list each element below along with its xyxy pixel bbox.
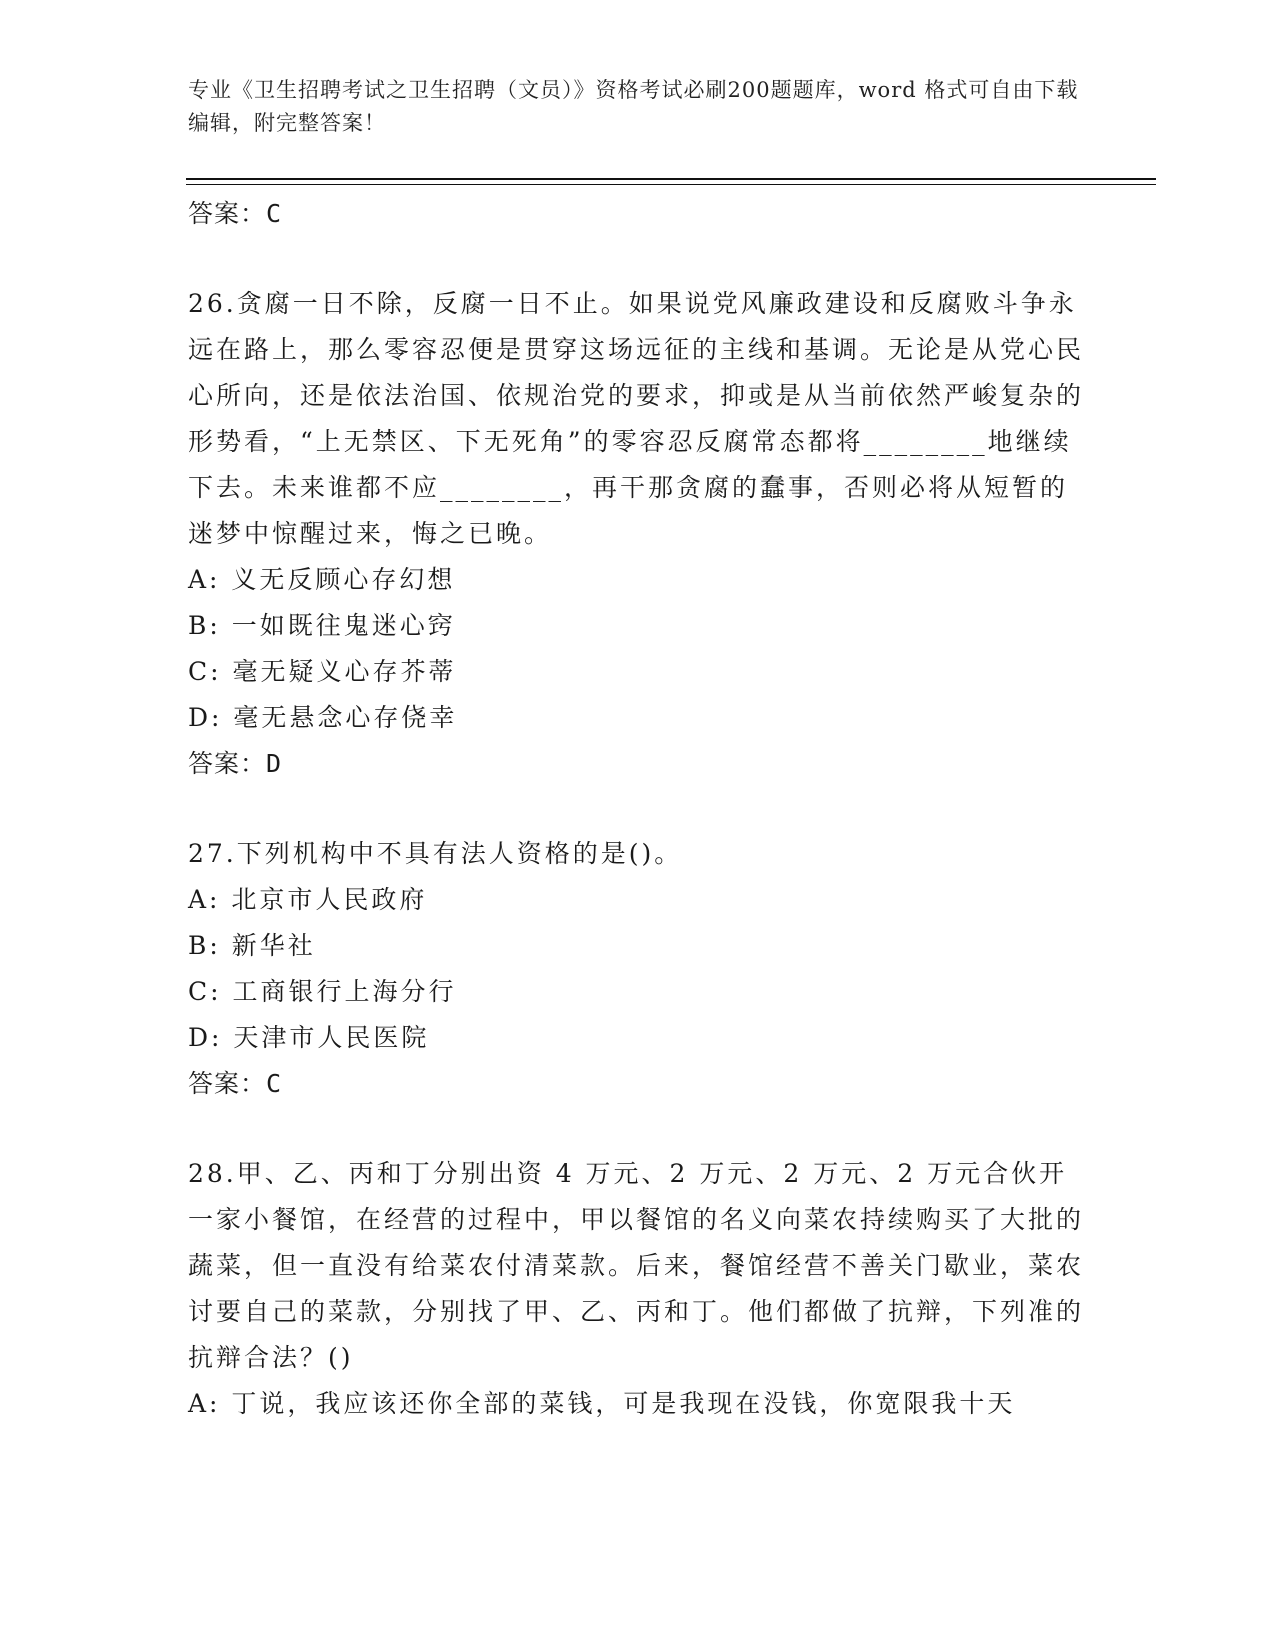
document-header: 专业《卫生招聘考试之卫生招聘（文员）》资格考试必刷200题题库，word 格式可自由下载编辑，附完整答案！ bbox=[188, 78, 1079, 135]
option-a: A: 北京市人民政府 bbox=[188, 885, 428, 914]
option-c: C: 工商银行上海分行 bbox=[188, 977, 457, 1006]
question-stem: 27.下列机构中不具有法人资格的是()。 bbox=[188, 839, 683, 868]
question-27 bbox=[188, 831, 1088, 1107]
option-a: A: 丁说，我应该还你全部的菜钱，可是我现在没钱，你宽限我十天 bbox=[188, 1389, 1016, 1418]
document-body bbox=[188, 191, 1088, 1427]
option-a: A: 义无反顾心存幻想 bbox=[188, 565, 456, 594]
option-d: D: 天津市人民医院 bbox=[188, 1023, 430, 1052]
question-stem: 26.贪腐一日不除，反腐一日不止。如果说党风廉政建设和反腐败斗争永远在路上，那么零容忍便是贯穿这场远征的主线和基调。无论是从党心民心所向，还是依法治国、依规治党的要求，抑或是从当前依然严峻复杂的形势看，“上无禁区、下无死角”的零容忍反腐常态都将________地继续下去。未来谁都不应________，再干那贪腐的蠢事，否则必将从短暂的迷梦中惊醒过来，悔之已晚。 bbox=[188, 289, 1085, 548]
question-stem: 28.甲、乙、丙和丁分别出资 4 万元、2 万元、2 万元、2 万元合伙开一家小餐馆，在经营的过程中，甲以餐馆的名义向菜农持续购买了大批的蔬菜，但一直没有给菜农付清菜款。后来，餐馆经营不善关门歇业，菜农讨要自己的菜款，分别找了甲、乙、丙和丁。他们都做了抗辩，下列准的抗辩合法？() bbox=[188, 1159, 1085, 1372]
question-26 bbox=[188, 281, 1088, 787]
header-divider-thin bbox=[186, 184, 1156, 185]
header-divider-thick bbox=[186, 178, 1156, 180]
answer-line: 答案：C bbox=[188, 199, 283, 228]
option-d: D: 毫无悬念心存侥幸 bbox=[188, 703, 458, 732]
question-28 bbox=[188, 1151, 1088, 1427]
option-b: B: 新华社 bbox=[188, 931, 316, 960]
option-c: C: 毫无疑义心存芥蒂 bbox=[188, 657, 457, 686]
option-b: B: 一如既往鬼迷心窍 bbox=[188, 611, 456, 640]
answer-line: 答案：C bbox=[188, 1069, 283, 1098]
answer-line: 答案：D bbox=[188, 749, 283, 778]
